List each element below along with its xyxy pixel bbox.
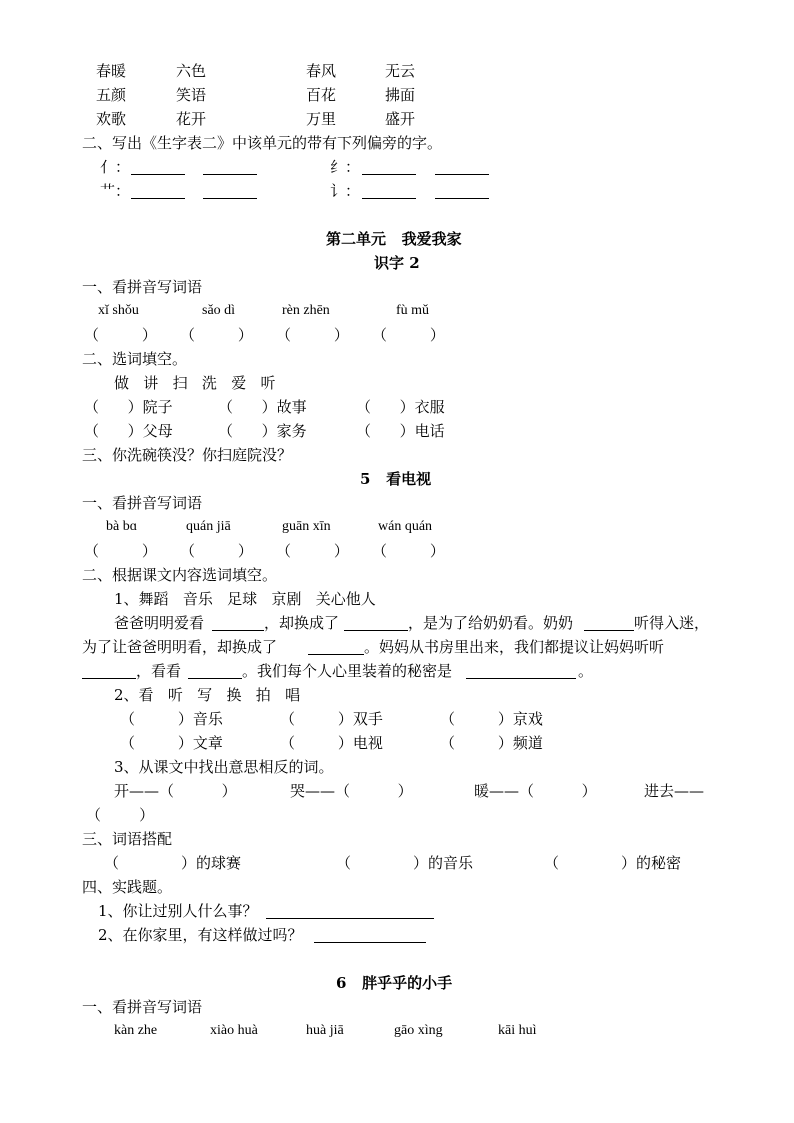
answer-blank[interactable] bbox=[314, 942, 426, 943]
answer-blank[interactable] bbox=[188, 678, 242, 679]
radical-label: 讠： bbox=[330, 182, 361, 200]
answer-blank[interactable] bbox=[131, 174, 185, 175]
fill-item[interactable]: （ ）双手 bbox=[280, 710, 383, 728]
lesson-title: 5 看电视 bbox=[360, 470, 432, 488]
fill-item[interactable]: （ ）音乐 bbox=[120, 710, 223, 728]
passage-text: ，是为了给奶奶看。奶奶 bbox=[408, 614, 574, 632]
fill-item[interactable]: （ ）家务 bbox=[218, 422, 307, 440]
word-cell: 万里 bbox=[306, 110, 337, 128]
radical-label: 艹： bbox=[100, 182, 131, 200]
lesson-title: 6 胖乎乎的小手 bbox=[336, 974, 453, 992]
pinyin: huà jiā bbox=[306, 1023, 344, 1038]
question-title: 三、你洗碗筷没？你扫庭院没？ bbox=[82, 446, 293, 464]
passage-text: ，却换成了 bbox=[264, 614, 340, 632]
answer-bracket[interactable]: （ ） bbox=[84, 326, 157, 344]
passage-text: ，看看 bbox=[136, 662, 182, 680]
answer-bracket[interactable]: （ ） bbox=[372, 542, 445, 560]
pinyin: kāi huì bbox=[498, 1023, 537, 1038]
question-title: 二、根据课文内容选词填空。 bbox=[82, 566, 278, 584]
answer-blank[interactable] bbox=[435, 174, 489, 175]
question-title: 四、实践题。 bbox=[82, 878, 173, 896]
pinyin: quán jiā bbox=[186, 519, 231, 534]
fill-item[interactable]: （ ）电视 bbox=[280, 734, 383, 752]
answer-blank[interactable] bbox=[466, 678, 576, 679]
sub-question: 1、你让过别人什么事？ bbox=[98, 902, 258, 920]
antonym-item[interactable]: 开——（ ） bbox=[114, 782, 237, 800]
pinyin: xiào huà bbox=[210, 1023, 258, 1038]
passage-text: 。妈妈从书房里出来，我们都提议让妈妈听听 bbox=[364, 638, 665, 656]
word-cell: 五颜 bbox=[96, 86, 127, 104]
answer-bracket[interactable]: （ ） bbox=[276, 542, 349, 560]
fill-item[interactable]: （ ）父母 bbox=[84, 422, 173, 440]
antonym-item[interactable]: 哭——（ ） bbox=[290, 782, 413, 800]
passage-text: 。我们每个人心里装着的秘密是 bbox=[242, 662, 453, 680]
question-title: 一、看拼音写词语 bbox=[82, 494, 203, 512]
answer-bracket[interactable]: （ ） bbox=[84, 542, 157, 560]
passage-text: 听得入迷， bbox=[634, 614, 710, 632]
pinyin: bà bɑ bbox=[106, 519, 138, 534]
lesson-title: 识字 2 bbox=[374, 254, 420, 272]
sub-question: 3、从课文中找出意思相反的词。 bbox=[114, 758, 334, 776]
fill-item[interactable]: （ ）故事 bbox=[218, 398, 307, 416]
answer-blank[interactable] bbox=[203, 174, 257, 175]
question-title: 三、词语搭配 bbox=[82, 830, 173, 848]
answer-bracket[interactable]: （ ） bbox=[276, 326, 349, 344]
fill-item[interactable]: （ ）频道 bbox=[440, 734, 543, 752]
passage-text: 爸爸明明爱看 bbox=[114, 614, 205, 632]
passage-text: 。 bbox=[578, 662, 594, 680]
answer-blank[interactable] bbox=[82, 678, 136, 679]
answer-blank[interactable] bbox=[203, 198, 257, 199]
word-cell: 六色 bbox=[176, 62, 207, 80]
fill-item[interactable]: （ ）电话 bbox=[356, 422, 445, 440]
answer-bracket[interactable]: （ ） bbox=[372, 326, 445, 344]
answer-blank[interactable] bbox=[362, 174, 416, 175]
radical-label: 纟： bbox=[330, 158, 361, 176]
answer-blank[interactable] bbox=[584, 630, 634, 631]
pinyin: sǎo dì bbox=[202, 303, 236, 318]
fill-item[interactable]: （ ）院子 bbox=[84, 398, 173, 416]
antonym-item[interactable]: （ ） bbox=[86, 806, 155, 824]
passage-text: 为了让爸爸明明看，却换成了 bbox=[82, 638, 278, 656]
unit-title: 第二单元 我爱我家 bbox=[326, 230, 462, 248]
word-cell: 欢歌 bbox=[96, 110, 127, 128]
pinyin: rèn zhēn bbox=[282, 303, 330, 318]
pinyin: guān xīn bbox=[282, 519, 331, 534]
fill-item[interactable]: （ ）文章 bbox=[120, 734, 223, 752]
answer-bracket[interactable]: （ ） bbox=[180, 326, 253, 344]
answer-bracket[interactable]: （ ） bbox=[180, 542, 253, 560]
pinyin: gāo xìng bbox=[394, 1023, 443, 1038]
word-choices: 做 讲 扫 洗 爱 听 bbox=[114, 374, 276, 392]
word-cell: 花开 bbox=[176, 110, 207, 128]
fill-item[interactable]: （ ）京戏 bbox=[440, 710, 543, 728]
question-title: 一、看拼音写词语 bbox=[82, 278, 203, 296]
pinyin: wán quán bbox=[378, 519, 433, 534]
word-cell: 笑语 bbox=[176, 86, 207, 104]
answer-blank[interactable] bbox=[212, 630, 264, 631]
answer-blank[interactable] bbox=[266, 918, 434, 919]
radical-label: 亻： bbox=[100, 158, 131, 176]
word-cell: 春风 bbox=[306, 62, 337, 80]
sub-question: 1、舞蹈 音乐 足球 京剧 关心他人 bbox=[114, 590, 376, 608]
question-title: 二、选词填空。 bbox=[82, 350, 188, 368]
collocation-item[interactable]: （ ）的秘密 bbox=[544, 854, 681, 872]
word-cell: 百花 bbox=[306, 86, 337, 104]
pinyin: xǐ shǒu bbox=[98, 303, 139, 318]
sub-question: 2、在你家里，有这样做过吗？ bbox=[98, 926, 303, 944]
answer-blank[interactable] bbox=[344, 630, 408, 631]
answer-blank[interactable] bbox=[308, 654, 364, 655]
antonym-item[interactable]: 进去—— bbox=[644, 782, 705, 800]
word-cell: 盛开 bbox=[385, 110, 416, 128]
sub-question: 2、看 听 写 换 拍 唱 bbox=[114, 686, 301, 704]
pinyin: kàn zhe bbox=[114, 1023, 158, 1038]
answer-blank[interactable] bbox=[362, 198, 416, 199]
pinyin: fù mǔ bbox=[396, 303, 430, 318]
question-title: 一、看拼音写词语 bbox=[82, 998, 203, 1016]
collocation-item[interactable]: （ ）的球赛 bbox=[104, 854, 241, 872]
word-cell: 春暖 bbox=[96, 62, 127, 80]
answer-blank[interactable] bbox=[131, 198, 185, 199]
word-cell: 无云 bbox=[385, 62, 416, 80]
fill-item[interactable]: （ ）衣服 bbox=[356, 398, 445, 416]
question-title: 二、写出《生字表二》中该单元的带有下列偏旁的字。 bbox=[82, 134, 443, 152]
collocation-item[interactable]: （ ）的音乐 bbox=[336, 854, 473, 872]
antonym-item[interactable]: 暖——（ ） bbox=[474, 782, 597, 800]
word-cell: 拂面 bbox=[385, 86, 416, 104]
answer-blank[interactable] bbox=[435, 198, 489, 199]
